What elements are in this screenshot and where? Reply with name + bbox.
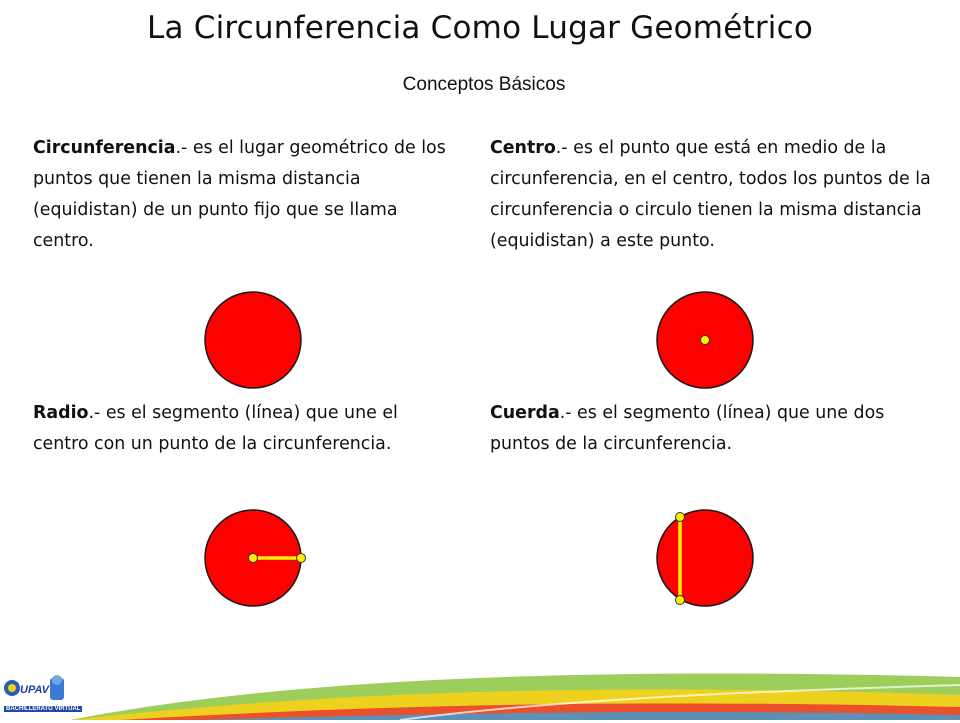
circle-shape (205, 292, 301, 388)
slide-title: La Circunferencia Como Lugar Geométrico (147, 10, 813, 46)
term-separator: .- (175, 138, 188, 158)
figure-radio (205, 510, 306, 606)
chord-endpoint-bottom (676, 596, 685, 605)
term-radio: Radio (33, 403, 89, 423)
edge-point (297, 554, 306, 563)
figure-cuerda (657, 510, 753, 606)
definition-text: es el punto que está en medio de la circunferencia, en el centro, todos los puntos de la circunferencia o circulo tienen la misma distancia (equidistan) a este punto. (490, 138, 931, 251)
term-cuerda: Cuerda (490, 403, 560, 423)
term-separator: .- (88, 403, 101, 423)
term-centro: Centro (490, 138, 556, 158)
chord-endpoint-top (676, 513, 685, 522)
term-separator: .- (555, 138, 568, 158)
figure-circunferencia (205, 292, 301, 388)
definition-text: es el segmento (línea) que une el centro con un punto de la circunferencia. (33, 403, 398, 454)
footer-decoration (0, 655, 960, 720)
logo-name: UPAV (20, 684, 49, 696)
circle-shape (657, 510, 753, 606)
term-circunferencia: Circunferencia (33, 138, 176, 158)
term-separator: .- (559, 403, 572, 423)
definition-text: es el segmento (línea) que une dos puntos de la circunferencia. (490, 403, 885, 454)
center-point (249, 554, 258, 563)
slide-subtitle: Conceptos Básicos (402, 74, 566, 95)
definition-text: es el lugar geométrico de los puntos que tienen la misma distancia (equidistan) de un punto fijo que se llama centro. (33, 138, 446, 251)
logo-caption: BACHILLERATO VIRTUAL (6, 706, 81, 712)
center-point (701, 336, 710, 345)
figure-centro (657, 292, 753, 388)
